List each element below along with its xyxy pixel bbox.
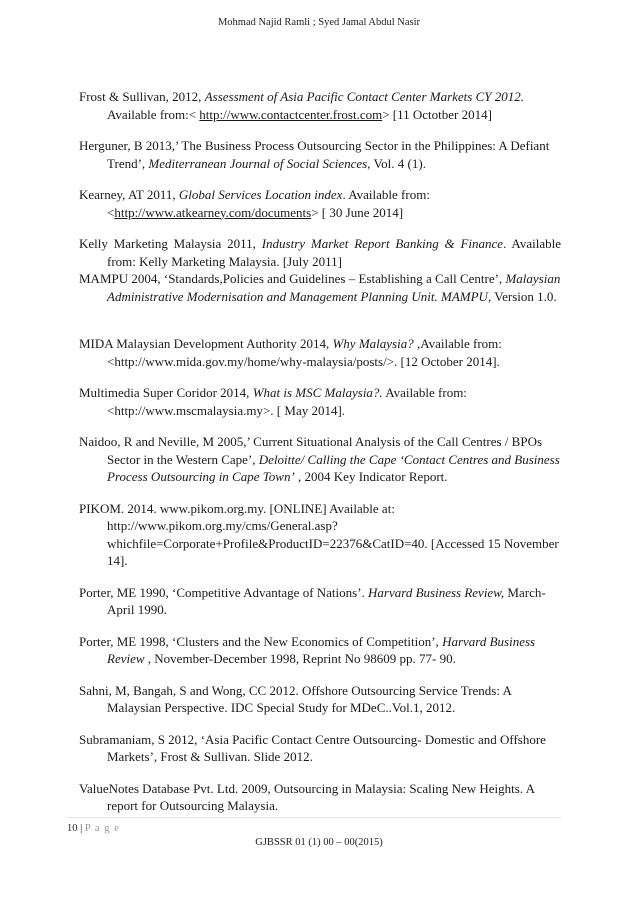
ref-text: Kearney, AT 2011, (79, 187, 179, 202)
page-number-value: 10 | (67, 823, 85, 834)
reference-item (79, 270, 561, 305)
ref-title: Industry Market Report Banking & Finance (261, 236, 504, 251)
reference-item (79, 335, 561, 370)
ref-text: Multimedia Super Coridor 2014, (79, 385, 253, 400)
reference-item (79, 780, 561, 815)
ref-text: whichfile=Corporate+Profile&ProductID=22376&CatID=40. [Accessed 15 November 14]. (107, 535, 559, 568)
ref-title: Assessment of Asia Pacific Contact Center Markets CY 2012. (204, 89, 525, 104)
ref-text: Available from:< (107, 106, 200, 122)
ref-text: MAMPU 2004, ‘Standards,Policies and Guidelines – Establishing a Call Centre’, (79, 271, 506, 286)
ref-text: MIDA Malaysian Development Authority 2014, (79, 336, 333, 351)
ref-text: > [11 Octotber 2014] (382, 106, 492, 122)
reference-item (79, 433, 561, 486)
ref-text: , Version 1.0. (487, 288, 557, 304)
running-header: Mohmad Najid Ramli ; Syed Jamal Abdul Nasir (217, 17, 421, 28)
reference-item (79, 137, 561, 172)
ref-journal: Mediterranean Journal of Social Sciences (148, 155, 368, 171)
ref-journal: Harvard Business Review, (368, 584, 505, 600)
ref-title: Deloitte/ Calling the Cape ‘Contact Centres and Business Process Outsourcing in Cape Town’ (107, 451, 560, 484)
ref-text: Naidoo, R and Neville, M 2005,’ Current Situational Analysis of the Call Centres / BPOs Sector in the Western Cape’, (79, 434, 543, 467)
ref-text: Frost & Sullivan, 2012, (79, 89, 205, 104)
reference-item (79, 384, 561, 419)
ref-title: Malaysian Administrative Modernisation and Management Planning Unit. MAMPU (107, 271, 561, 304)
reference-item (79, 88, 561, 123)
reference-item (79, 731, 561, 766)
ref-title: Why Malaysia? (332, 336, 414, 351)
ref-text: ValueNotes Database Pvt. Ltd. 2009, Outsourcing in Malaysia: Scaling New Heights. A report for Outsourcing Malaysia. (79, 780, 535, 813)
reference-item (79, 500, 561, 570)
reference-item (79, 633, 561, 668)
ref-text: March-April 1990. (107, 584, 546, 617)
ref-link[interactable]: http://www.atkearney.com/documents (114, 204, 312, 220)
ref-text: PIKOM. 2014. www.pikom.org.my. [ONLINE] Available at: (79, 500, 395, 516)
ref-text: . Available from: Kelly Marketing Malaysia. [July 2011] (107, 236, 561, 269)
ref-journal: Harvard Business Review (107, 633, 536, 666)
ref-text: Herguner, B 2013,’ The Business Process Outsourcing Sector in the Philippines: A Defiant Trend’, (79, 138, 550, 171)
ref-title: Global Services Location index (178, 187, 343, 202)
ref-text: , Vol. 4 (1). (367, 155, 426, 171)
reference-list (79, 88, 561, 815)
ref-text: , November-December 1998, Reprint No 98609 pp. 77- 90. (144, 651, 456, 666)
ref-text: Sahni, M, Bangah, S and Wong, CC 2012. Offshore Outsourcing Service Trends: A Malaysian Perspective. IDC Special Study for MDeC..Vol.1, 2012. (79, 682, 512, 715)
ref-text: Porter, ME 1990, ‘Competitive Advantage of Nations’. (79, 584, 369, 600)
reference-item (79, 235, 561, 270)
reference-item (79, 186, 561, 221)
reference-item (79, 584, 561, 619)
ref-text: , 2004 Key Indicator Report. (294, 469, 448, 484)
ref-text: ,Available from: <http://www.mida.gov.my/home/why-malaysia/posts/>. [12 October 2014]. (107, 336, 502, 369)
ref-title: What is MSC Malaysia?. (252, 385, 383, 400)
page-word: P a g e (84, 823, 120, 834)
ref-text: http://www.pikom.org.my/cms/General.asp? (107, 518, 338, 533)
ref-text: > [ 30 June 2014] (311, 204, 404, 220)
journal-footer: GJBSSR 01 (1) 00 – 00(2015) (255, 837, 383, 848)
ref-text: Available from: <http://www.mscmalaysia.my>. [ May 2014]. (107, 385, 467, 418)
page-number (67, 823, 120, 834)
ref-text: Subramaniam, S 2012, ‘Asia Pacific Contact Centre Outsourcing- Domestic and Offshore Markets’, Frost & Sullivan. Slide 2012. (79, 731, 546, 764)
ref-link[interactable]: http://www.contactcenter.frost.com (199, 106, 383, 122)
reference-item (79, 682, 561, 717)
ref-text: Kelly Marketing Malaysia 2011, (79, 236, 262, 251)
footer-divider (67, 817, 561, 818)
ref-text: . Available from:< (107, 187, 430, 220)
ref-text: Porter, ME 1998, ‘Clusters and the New Economics of Competition’, (79, 633, 443, 649)
